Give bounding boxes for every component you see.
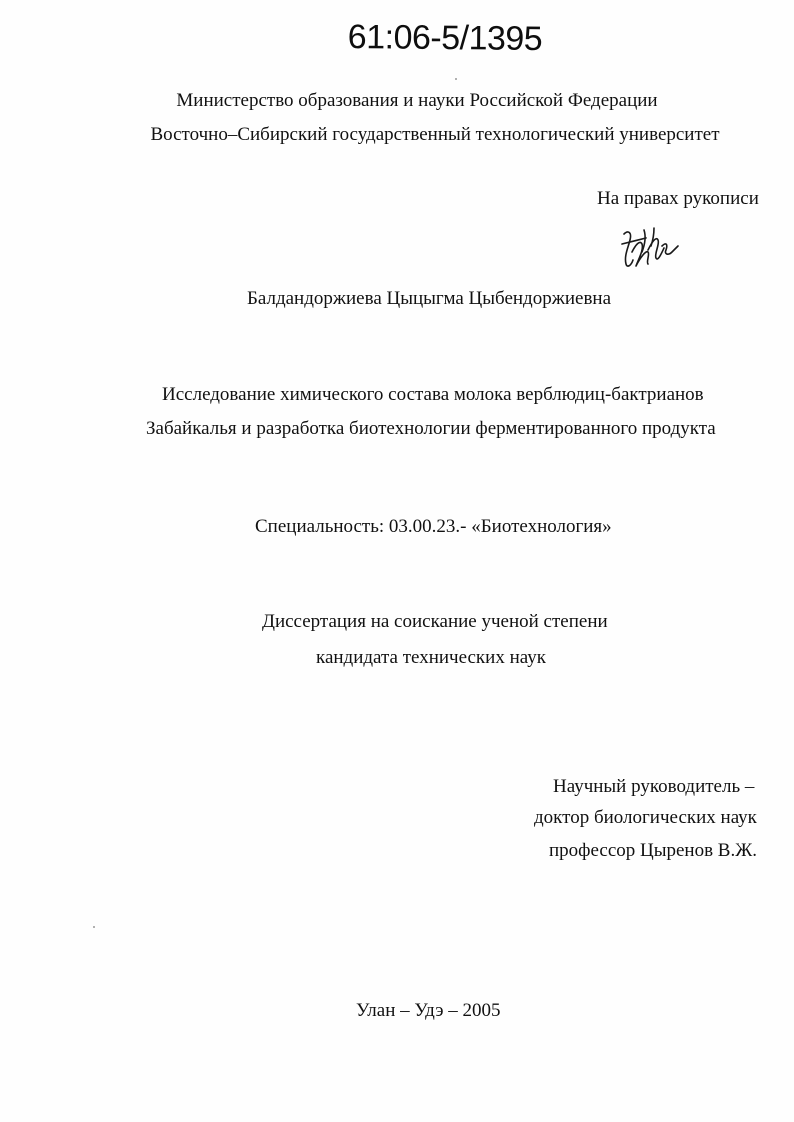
- thesis-title-line-2: Забайкалья и разработка биотехнологии ферментированного продукта: [146, 418, 716, 439]
- supervisor-line-3: профессор Цыренов В.Ж.: [549, 840, 758, 861]
- signature-icon: [618, 222, 680, 274]
- ministry-heading: Министерство образования и науки Российской Федерации: [176, 90, 658, 111]
- manuscript-rights-note: На правах рукописи: [597, 188, 759, 209]
- specialty-line: Специальность: 03.00.23.- «Биотехнология»: [255, 516, 612, 537]
- author-name: Балдандоржиева Цыцыгма Цыбендоржиевна: [246, 288, 612, 309]
- thesis-title-line-1: Исследование химического состава молока верблюдиц-бактрианов: [162, 384, 704, 405]
- supervisor-line-2: доктор биологических наук: [534, 807, 757, 828]
- university-heading: Восточно–Сибирский государственный технологический университет: [150, 124, 720, 145]
- place-and-year: Улан – Удэ – 2005: [356, 1000, 501, 1021]
- dissertation-line-1: Диссертация на соискание ученой степени: [262, 611, 608, 632]
- scan-speck: [455, 78, 457, 80]
- library-stamp-code: 61:06-5/1395: [347, 18, 543, 59]
- supervisor-line-1: Научный руководитель –: [553, 776, 755, 797]
- dissertation-line-2: кандидата технических наук: [316, 647, 546, 668]
- scan-speck: [93, 926, 95, 928]
